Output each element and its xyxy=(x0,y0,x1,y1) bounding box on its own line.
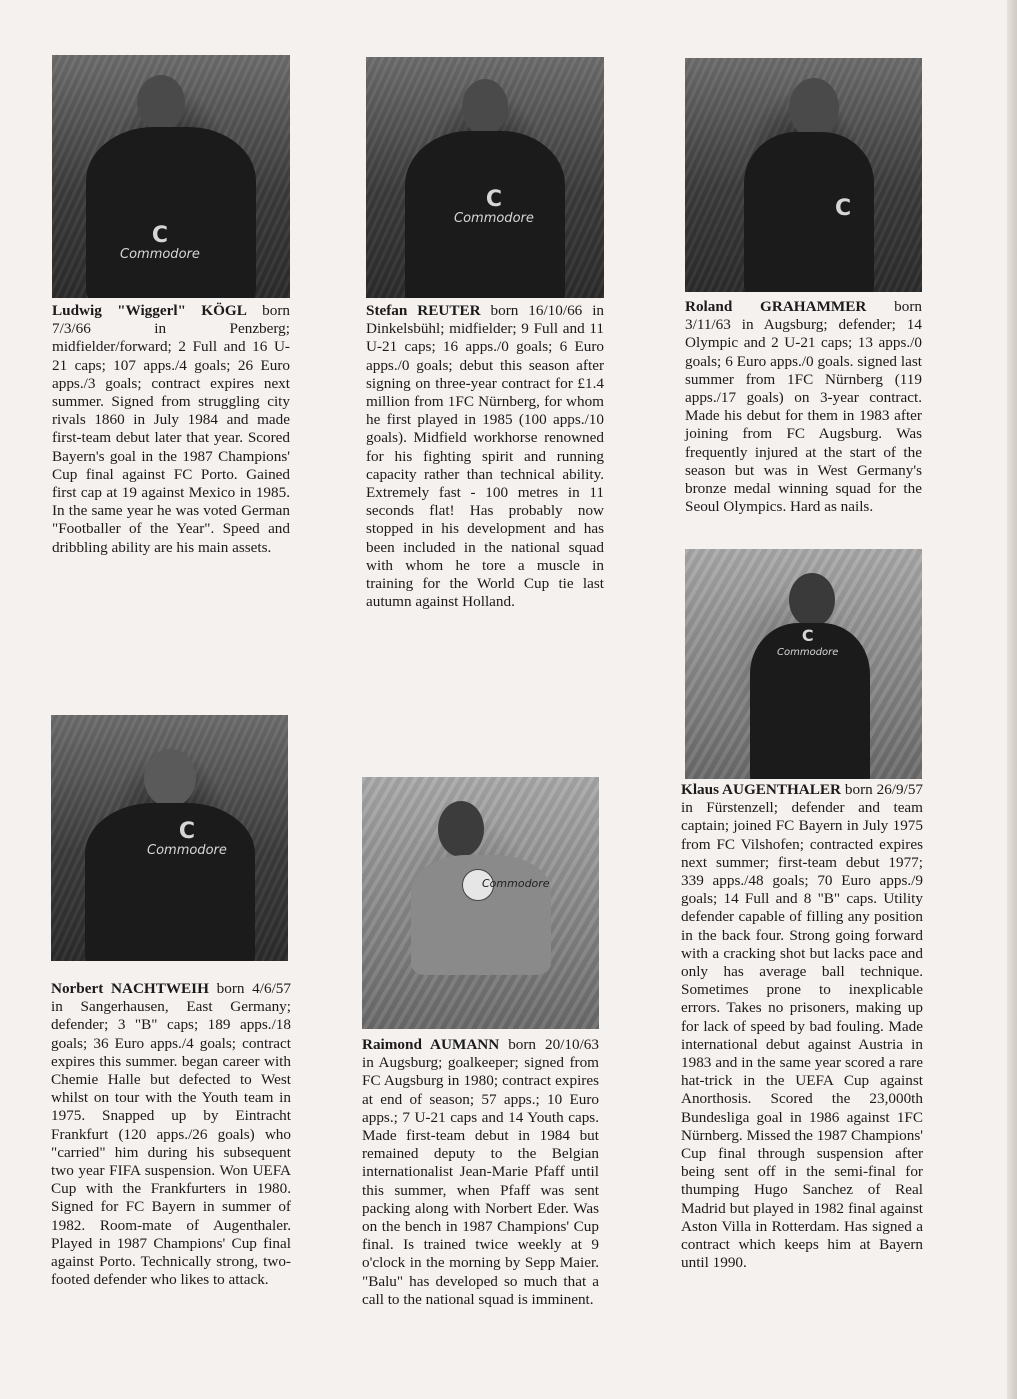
bio-koegl xyxy=(52,302,290,557)
player-name: Norbert NACHTWEIH xyxy=(51,980,209,997)
bio-nachtweih xyxy=(51,980,291,1289)
bio-augenthaler xyxy=(681,781,923,1272)
player-name: Raimond AUMANN xyxy=(362,1036,500,1053)
logo-augenthaler: C Commodore xyxy=(777,626,839,658)
player-text: born 26/9/57 in Fürstenzell; defender and team captain; joined FC Bayern in July 1975 from FC Vilshofen; contracted expires next summer; first-team debut 1977; 339 apps./48 goals; 70 Euro apps./9 goals; 14 Full and 8 "B" caps. Utility defender capable of filling any position in the back four. Strong going forward with a cracking shot but lacks pace and only has average ball technique. Sometimes prone to inexplicable errors. Takes no prisoners, making up for lack of speed by bad fouling. Made international debut against Austria in 1983 and in the same year scored a rare hat-trick in the UEFA Cup against Anorthosis. Scored the 23,000th Bundesliga goal in 1986 against 1FC Nürnberg. Missed the 1987 Champions' Cup final through suspension after being sent off in the semi-final for thumping Hugo Sanchez of Real Madrid but played in 1982 final against Aston Villa in Rotterdam. Has signed a contract which keeps him at Bayern until 1990. xyxy=(681,781,924,1272)
page-edge xyxy=(1007,0,1017,1399)
player-name: Ludwig "Wiggerl" KÖGL xyxy=(52,302,247,319)
logo-koegl: C Commodore xyxy=(120,223,200,262)
player-text: born 20/10/63 in Augsburg; goalkeeper; signed from FC Augsburg in 1980; contract expires at end of season; 57 apps.; 10 Euro apps.; 7 U-21 caps and 14 Youth caps. Made first-team debut in 1984 but remained deputy to the Belgian internationalist Jean-Marie Pfaff until this summer, when Pfaff was sent packing along with Norbert Eder. Was on the bench in 1987 Champions' Cup final. Is trained twice weekly at 9 o'clock in the morning by Sepp Maier. "Balu" has developed so much that a call to the national squad is imminent. xyxy=(362,1036,599,1308)
player-name: Roland GRAHAMMER xyxy=(685,298,867,315)
photo-grahammer xyxy=(685,58,922,292)
photo-aumann xyxy=(362,777,599,1029)
player-text: born 7/3/66 in Penzberg; midfielder/forward; 2 Full and 16 U-21 caps; 107 apps./4 goals; 26 Euro apps./3 goals; contract expires next summer. Signed from struggling city rivals 1860 in July 1984 and made first-team debut later that year. Scored Bayern's goal in the 1987 Champions' Cup final against FC Porto. Gained first cap at 19 against Mexico in 1985. In the same year he was voted German "Footballer of the Year". Speed and dribbling ability are his main assets. xyxy=(52,302,290,556)
player-text: born 4/6/57 in Sangerhausen, East Germany; defender; 3 "B" caps; 189 apps./18 goals; 36 Euro apps./4 goals; contract expires this summer. began career with Chemie Halle but defected to West whilst on tour with the Youth team in 1975. Snapped up by Eintracht Frankfurt (120 apps./26 goals) who "carried" him during his subsequent two year FIFA suspension. Won UEFA Cup with the Frankfurters in 1980. Signed for FC Bayern in summer of 1982. Room-mate of Augenthaler. Played in 1987 Champions' Cup final against Porto. Technically strong, two-footed defender who likes to attack. xyxy=(51,980,291,1289)
photo-reuter xyxy=(366,57,604,298)
logo-reuter: C Commodore xyxy=(454,187,534,226)
photo-augenthaler xyxy=(685,549,922,779)
bio-grahammer xyxy=(685,298,922,516)
logo-nachtweih: C Commodore xyxy=(147,819,227,858)
bio-reuter xyxy=(366,302,604,611)
player-name: Klaus AUGENTHALER xyxy=(681,781,842,798)
bio-aumann xyxy=(362,1036,599,1309)
player-text: born 16/10/66 in Dinkelsbühl; midfielder; 9 Full and 11 U-21 caps; 16 apps./0 goals; 6 Euro apps./0 goals; debut this season after signing on three-year contract for £1.4 million from 1FC Nürnberg, for whom he first played in 1985 (100 apps./10 goals). Midfield workhorse renowned for his fighting spirit and running capacity rather than technical ability. Extremely fast - 100 metres in 11 seconds flat! Has probably now stopped in his development and has been included in the national squad with whom he tore a muscle in training for the World Cup tie last autumn against Holland. xyxy=(366,302,605,611)
photo-nachtweih xyxy=(51,715,288,961)
logo-grahammer: C xyxy=(835,196,852,221)
logo-aumann: Commodore xyxy=(482,877,550,890)
player-text: born 3/11/63 in Augsburg; defender; 14 Olympic and 2 U-21 caps; 13 apps./0 goals; 6 Euro apps./0 goals. signed last summer from 1FC Nürnberg (119 apps./17 goals) on 3-year contract. Made his debut for them in 1983 after joining from FC Augsburg. Was frequently injured at the start of the season but was in West Germany's bronze medal winning squad for the Seoul Olympics. Hard as nails. xyxy=(685,298,922,516)
player-name: Stefan REUTER xyxy=(366,302,481,319)
photo-koegl xyxy=(52,55,290,298)
